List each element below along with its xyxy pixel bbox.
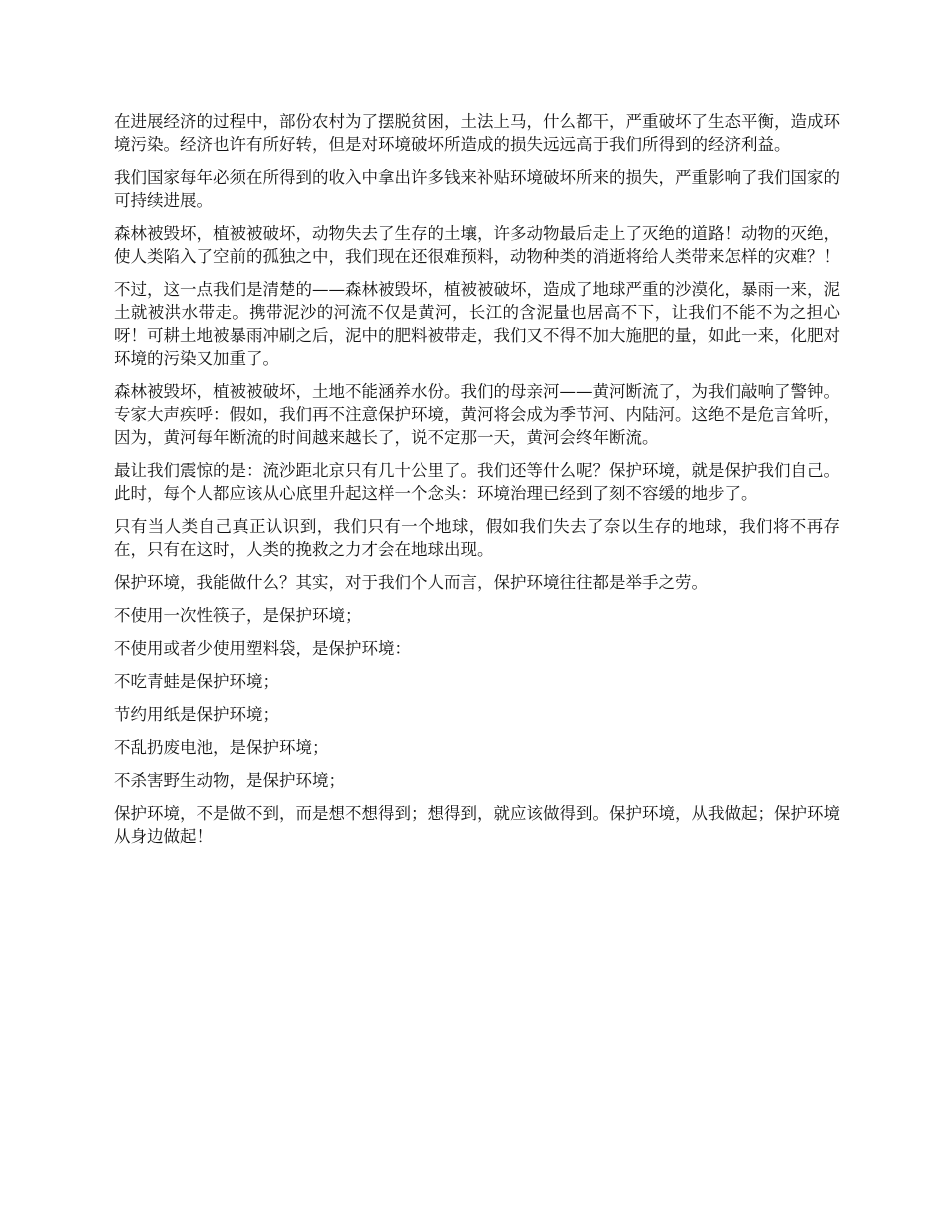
paragraph-7: 只有当人类自己真正认识到，我们只有一个地球，假如我们失去了奈以生存的地球，我们将不再存在，只有在这时，人类的挽救之力才会在地球出现。 xyxy=(114,517,840,559)
list-item-wildlife: 不杀害野生动物，是保护环境； xyxy=(114,771,345,790)
list-item-paper: 节约用纸是保护环境； xyxy=(114,705,279,724)
list-item-plastic-bags: 不使用或者少使用塑料袋，是保护环境： xyxy=(114,639,411,658)
paragraph-3: 森林被毁坏，植被被破坏，动物失去了生存的土壤，许多动物最后走上了灭绝的道路！动物的灭绝，使人类陷入了空前的孤独之中，我们现在还很难预料，动物种类的消逝将给人类带来怎样的灾难？！ xyxy=(114,224,840,266)
list-item-chopsticks: 不使用一次性筷子，是保护环境； xyxy=(114,606,362,625)
document-page xyxy=(114,110,840,858)
list-item-batteries: 不乱扔废电池，是保护环境； xyxy=(114,738,329,757)
paragraph-6: 最让我们震惊的是：流沙距北京只有几十公里了。我们还等什么呢？保护环境，就是保护我们自己。此时，每个人都应该从心底里升起这样一个念头：环境治理已经到了刻不容缓的地步了。 xyxy=(114,461,840,503)
paragraph-1: 在进展经济的过程中，部份农村为了摆脱贫困，土法上马，什么都干，严重破坏了生态平衡，造成环境污染。经济也许有所好转，但是对环境破坏所造成的损失远远高于我们所得到的经济利益。 xyxy=(114,112,840,154)
paragraph-5: 森林被毁坏，植被被破坏，土地不能涵养水份。我们的母亲河——黄河断流了，为我们敲响了警钟。专家大声疾呼：假如，我们再不注意保护环境，黄河将会成为季节河、内陆河。这绝不是危言耸听，因为，黄河每年断流的时间越来越长了，说不定那一天，黄河会终年断流。 xyxy=(114,382,840,447)
list-item-frogs: 不吃青蛙是保护环境； xyxy=(114,672,279,691)
paragraph-4: 不过，这一点我们是清楚的——森林被毁坏，植被被破坏，造成了地球严重的沙漠化，暴雨一来，泥土就被洪水带走。携带泥沙的河流不仅是黄河，长江的含泥量也居高不下，让我们不能不为之担心呀！可耕土地被暴雨冲刷之后，泥中的肥料被带走，我们又不得不加大施肥的量，如此一来，化肥对环境的污染又加重了。 xyxy=(114,280,840,368)
closing-paragraph: 保护环境，不是做不到，而是想不想得到；想得到，就应该做得到。保护环境，从我做起；保护环境从身边做起！ xyxy=(114,804,840,846)
paragraph-8: 保护环境，我能做什么？其实，对于我们个人而言，保护环境往往都是举手之劳。 xyxy=(114,573,708,592)
paragraph-2: 我们国家每年必须在所得到的收入中拿出许多钱来补贴环境破坏所来的损失，严重影响了我们国家的可持续进展。 xyxy=(114,168,840,210)
